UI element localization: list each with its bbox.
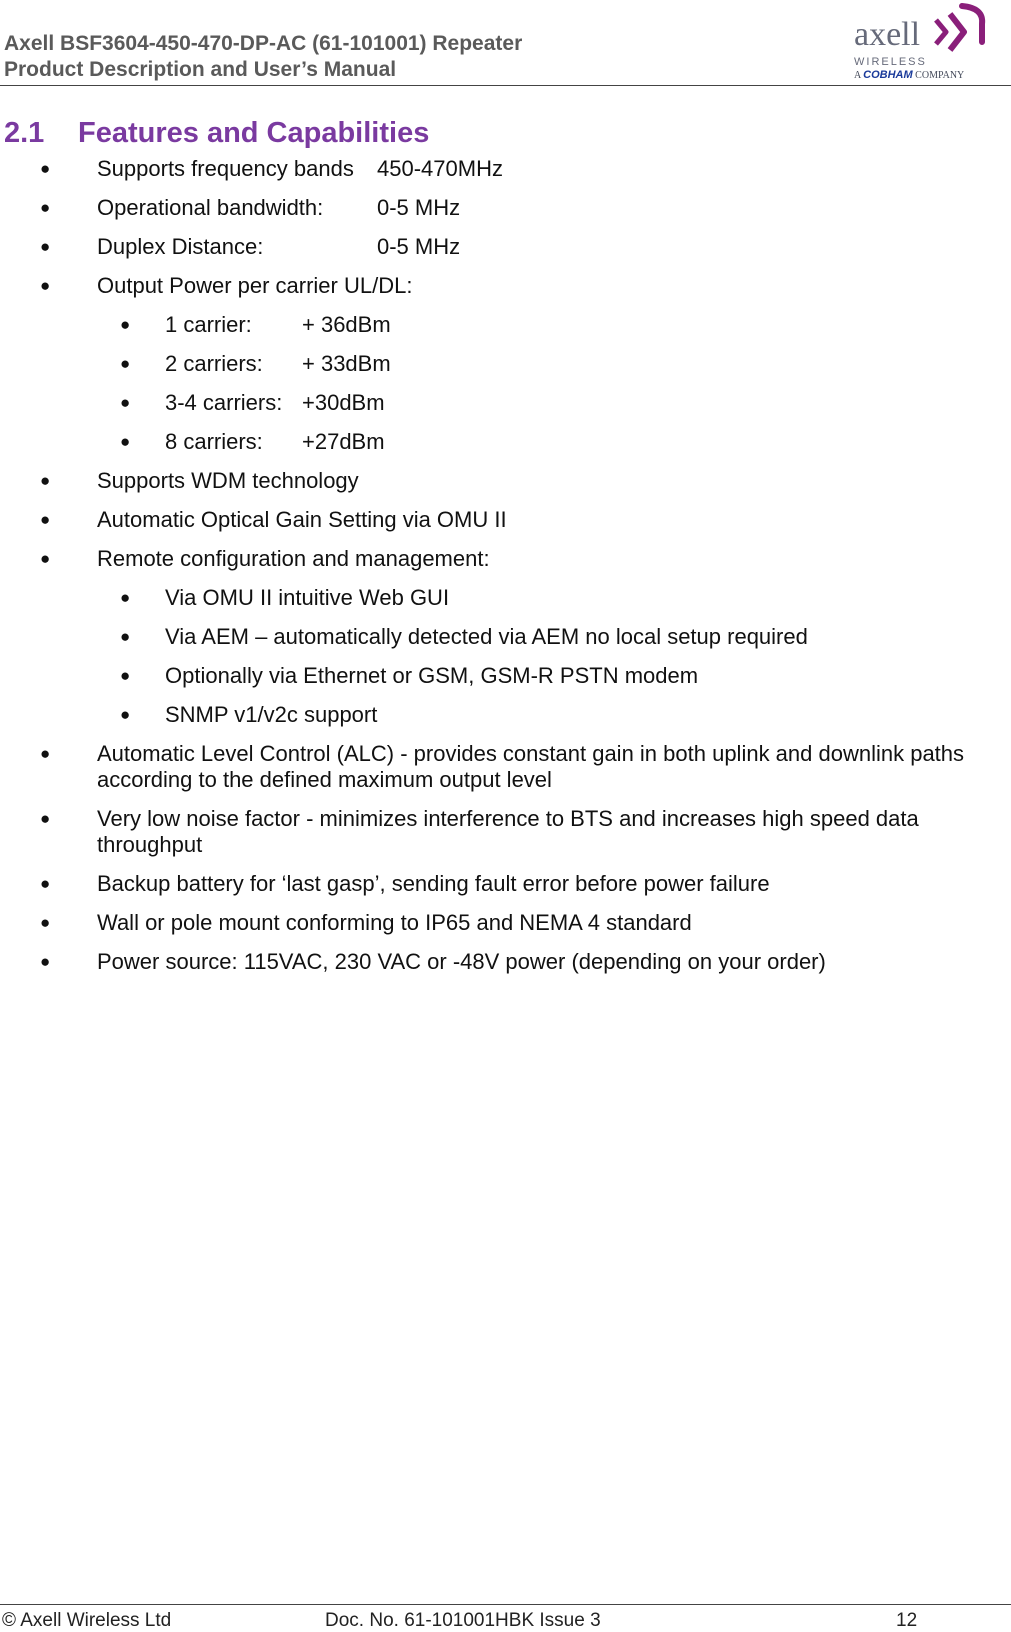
section-heading: [4, 116, 429, 150]
axell-wireless-logo: [848, 2, 988, 80]
logo-word: axell: [854, 16, 921, 53]
feature-item: Backup battery for ‘last gasp’, sending fault error before power failure: [97, 871, 770, 896]
bullet-icon: ●: [40, 913, 51, 932]
carrier-value: + 33dBm: [302, 351, 391, 376]
feature-item: Power source: 115VAC, 230 VAC or -48V power (depending on your order): [97, 949, 826, 974]
bullet-icon: ●: [40, 159, 51, 178]
spec-label: Operational bandwidth:: [97, 195, 324, 220]
section-title: Features and Capabilities: [78, 117, 430, 149]
footer-page-number: 12: [896, 1610, 918, 1631]
section-number: 2.1: [4, 117, 45, 149]
bullet-icon: ●: [120, 588, 131, 607]
logo-subtitle: WIRELESS: [854, 56, 927, 68]
header-divider: [0, 85, 1011, 86]
remote-item: Optionally via Ethernet or GSM, GSM-R PSTN modem: [165, 663, 699, 688]
bullet-icon: ●: [40, 198, 51, 217]
feature-item: Very low noise factor - minimizes interference to BTS and increases high speed data throughput: [97, 806, 919, 857]
carrier-label: 2 carriers:: [165, 351, 263, 376]
bullet-icon: ●: [40, 952, 51, 971]
bullet-icon: ●: [40, 549, 51, 568]
bullet-icon: ●: [120, 627, 131, 646]
logo-chevron-mark: [932, 2, 988, 54]
bullet-icon: ●: [120, 432, 131, 451]
footer-doc-number: Doc. No. 61-101001HBK Issue 3: [325, 1610, 601, 1631]
feature-item: Automatic Level Control (ALC) - provides constant gain in both uplink and downlink paths according to the defined maximum output level: [97, 741, 965, 792]
bullet-icon: ●: [40, 510, 51, 529]
header-title: Axell BSF3604-450-470-DP-AC (61-101001) Repeater: [4, 32, 523, 55]
carrier-value: +27dBm: [302, 429, 385, 454]
spec-value: 450-470MHz: [377, 156, 503, 181]
logo-company-line: A COBHAM COMPANY: [854, 69, 965, 81]
carrier-label: 8 carriers:: [165, 429, 263, 454]
bullet-icon: ●: [40, 471, 51, 490]
bullet-icon: ●: [40, 276, 51, 295]
bullet-icon: ●: [120, 705, 131, 724]
footer-divider: [0, 1604, 1011, 1605]
carrier-value: +30dBm: [302, 390, 385, 415]
feature-item: Automatic Optical Gain Setting via OMU II: [97, 507, 507, 532]
spec-value: 0-5 MHz: [377, 195, 461, 220]
bullet-icon: ●: [120, 393, 131, 412]
bullet-icon: ●: [120, 315, 131, 334]
bullet-icon: ●: [40, 874, 51, 893]
bullet-icon: ●: [40, 237, 51, 256]
bullet-icon: ●: [40, 809, 51, 828]
remote-item: SNMP v1/v2c support: [165, 702, 378, 727]
remote-item: Via AEM – automatically detected via AEM no local setup required: [165, 624, 808, 649]
spec-label: Duplex Distance:: [97, 234, 264, 259]
bullet-icon: ●: [120, 666, 131, 685]
header-subtitle: Product Description and User’s Manual: [4, 58, 397, 81]
carrier-label: 3-4 carriers:: [165, 390, 283, 415]
carrier-value: + 36dBm: [302, 312, 391, 337]
output-power-label: Output Power per carrier UL/DL:: [97, 273, 413, 298]
spec-label: Supports frequency bands: [97, 156, 354, 181]
feature-item: Wall or pole mount conforming to IP65 and NEMA 4 standard: [97, 910, 692, 935]
spec-value: 0-5 MHz: [377, 234, 461, 259]
page-header: [0, 0, 1011, 88]
feature-item: Supports WDM technology: [97, 468, 359, 493]
remote-item: Via OMU II intuitive Web GUI: [165, 585, 450, 610]
feature-item: Remote configuration and management:: [97, 546, 490, 571]
carrier-label: 1 carrier:: [165, 312, 252, 337]
footer-copyright: © Axell Wireless Ltd: [2, 1610, 172, 1631]
bullet-icon: ●: [40, 744, 51, 763]
bullet-icon: ●: [120, 354, 131, 373]
